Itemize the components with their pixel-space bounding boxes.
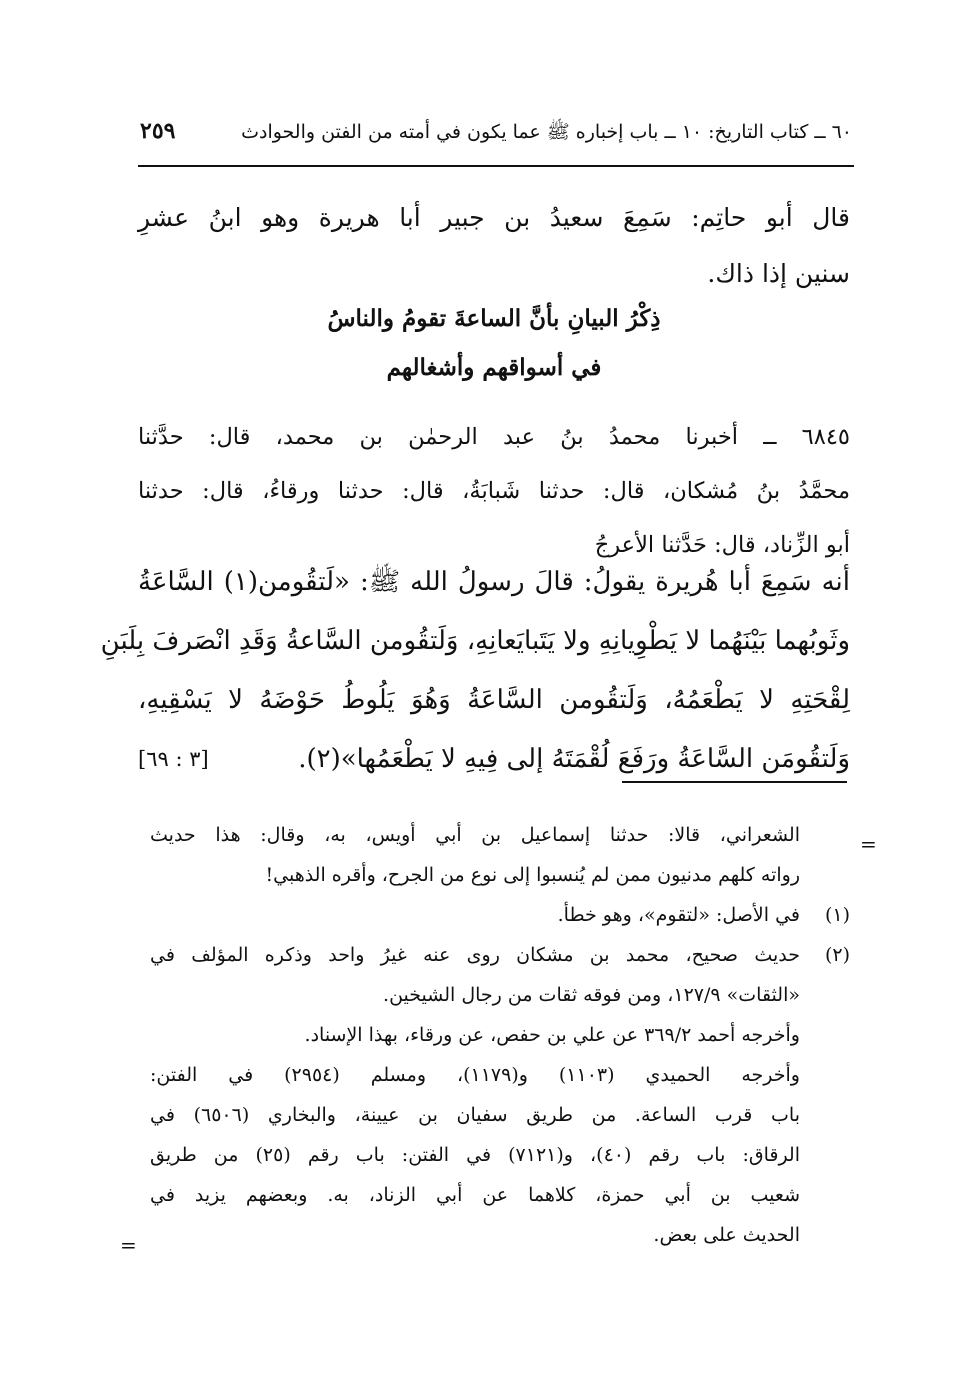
volume-reference: [٣ : ٦٩] <box>138 747 209 771</box>
intro-line: سنين إذا ذاك. <box>707 259 850 288</box>
footnote-2-line <box>150 1055 850 1095</box>
section-heading: في أسواقهم وأشغالهم <box>386 354 602 381</box>
footnote-line: رواته كلهم مدنيون ممن لم يُنسبوا إلى نوع من الجرح، وأقره الذهبي! <box>265 864 800 886</box>
footnote-number: (١) <box>824 904 850 926</box>
footnote-number: (٢) <box>824 944 850 966</box>
continuation-mark: = <box>120 1233 137 1257</box>
footnote-continuation <box>150 855 850 895</box>
footnote-line: وأخرجه أحمد ٣٦٩/٢ عن علي بن حفص، عن ورقاء، بهذا الإسناد. <box>304 1024 800 1046</box>
header-rule <box>138 165 854 167</box>
header-title: ٦٠ ــ كتاب التاريخ: ١٠ ــ باب إخباره ﷺ عما يكون في أمته من الفتن والحوادث <box>241 121 852 143</box>
isnad-line: ٦٨٤٥ ــ أخبرنا محمدُ بنُ عبد الرحمٰن بن محمد، قال: حدَّثنا <box>138 424 850 450</box>
footnote-rule <box>622 781 847 783</box>
footnote-line: وأخرجه الحميدي (١١٠٣) و(١١٧٩)، ومسلم (٢٩٥٤) في الفتن: <box>150 1064 800 1086</box>
footnotes <box>150 815 850 1255</box>
footnote-line: شعيب بن أبي حمزة، كلاهما عن أبي الزناد، به. وبعضهم يزيد في <box>150 1184 800 1206</box>
footnote-line: في الأصل: «لتقوم»، وهو خطأ. <box>557 904 800 926</box>
matn-line: لِقْحَتِهِ لا يَطْعَمُهُ، وَلَتقُومن السَّاعَةُ وَهُوَ يَلُوطُ حَوْضَهُ لا يَسْقِيهِ، <box>138 685 850 715</box>
footnote-line: باب قرب الساعة. من طريق سفيان بن عيينة، والبخاري (٦٥٠٦) في <box>150 1104 800 1126</box>
isnad-line: أبو الزِّناد، قال: حَدَّثنا الأعرجُ <box>594 532 850 558</box>
section-heading: ذِكْرُ البيانِ بأنَّ الساعةَ تقومُ والناسُ <box>327 305 661 332</box>
footnote-2-line <box>150 975 850 1015</box>
footnote-2 <box>150 935 850 975</box>
footnote-line: حديث صحيح، محمد بن مشكان روى عنه غيرُ واحد وذكره المؤلف في <box>150 944 800 966</box>
matn-last-text: وَلَتقُومَن السَّاعَةُ ورَفَعَ لُقْمَتَهُ إلى فِيهِ لا يَطْعَمُها»(٢). <box>298 744 850 774</box>
footnote-2-line <box>150 1015 850 1055</box>
footnote-line: الشعراني، قالا: حدثنا إسماعيل بن أبي أويس، به، وقال: هذا حديث <box>150 824 800 846</box>
hadith-matn <box>100 553 851 789</box>
footnote-2-line <box>150 1215 850 1255</box>
footnote-2-line <box>150 1175 850 1215</box>
matn-line: أنه سَمِعَ أبا هُريرة يقولُ: قالَ رسولُ الله ﷺ: «لَتقُومن(١) السَّاعَةُ <box>138 567 851 597</box>
matn-line: وثَوبُهما بَيْنَهُما لا يَطْوِيانِهِ ولا يَتَبايَعانِهِ، وَلَتقُومن السَّاعةُ وَقَدِ انْصَرفَ بِلَبَنِ <box>100 626 850 656</box>
intro-paragraph <box>138 190 850 302</box>
intro-line: قال أبو حاتِم: سَمِعَ سعيدُ بن جبير أبا هريرة وهو ابنُ عشرِ <box>138 203 850 232</box>
continuation-mark: = <box>860 832 877 856</box>
footnote-2-line <box>150 1135 850 1175</box>
footnote-line: الرقاق: باب رقم (٤٠)، و(٧١٢١) في الفتن: باب رقم (٢٥) من طريق <box>150 1144 801 1166</box>
isnad-line: محمَّدُ بنُ مُشكان، قال: حدثنا شَبابَةُ، قال: حدثنا ورقاءُ، قال: حدثنا <box>138 478 850 504</box>
page-number: ٢٥٩ <box>140 118 176 144</box>
footnote-2-line <box>150 1095 850 1135</box>
footnote-continuation <box>150 815 850 855</box>
footnote-1 <box>150 895 850 935</box>
footnote-line: الحديث على بعض. <box>653 1224 800 1246</box>
footnote-line: «الثقات» ١٢٧/٩، ومن فوقه ثقات من رجال الشيخين. <box>383 984 800 1006</box>
hadith-isnad <box>138 410 850 572</box>
running-header <box>140 118 852 148</box>
